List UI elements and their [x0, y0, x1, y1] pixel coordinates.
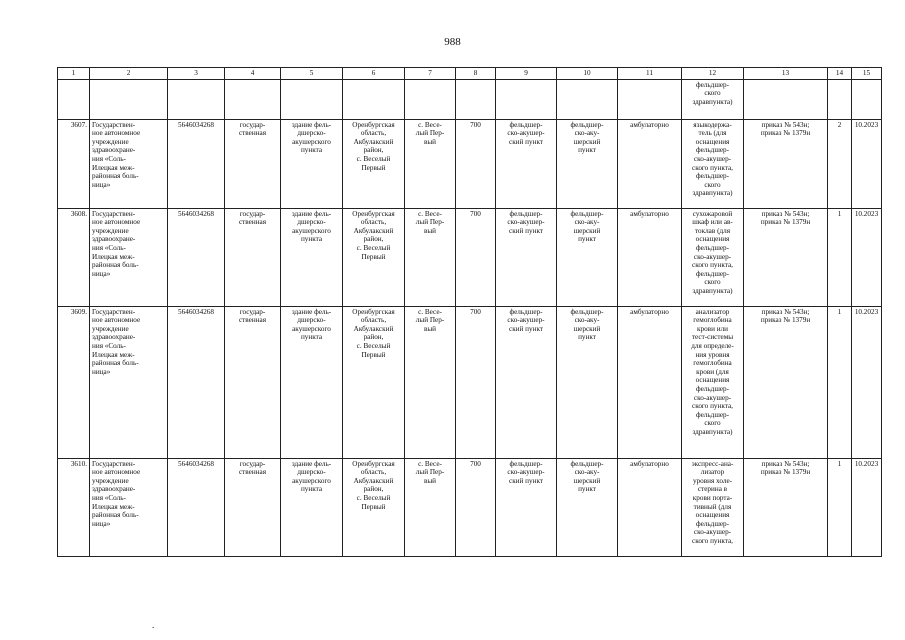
- organization-cell: Государствен- ное автономное учреждение здравоохране- ния «Соль- Илецкая меж- районная боль- ница»: [90, 458, 168, 556]
- column-header-2: 2: [90, 68, 168, 80]
- column-header-12: 12: [682, 68, 744, 80]
- quantity-cell: 1: [828, 306, 852, 458]
- column-header-9: 9: [496, 68, 557, 80]
- row-number-cell: 3607.: [58, 119, 90, 208]
- building-cell: здание фель- дшерско- акушерского пункта: [281, 119, 343, 208]
- equipment-cell: анализатор гемоглобина крови или тест-системы для определе- ния уровня гемоглобина крови (для оснащения фельдшер- ско-акушер- ского пункта, фельдшер- ского здравпункта): [682, 306, 744, 458]
- settlement-cell: с. Весе- лый Пер- вый: [405, 306, 456, 458]
- unit-cell: фельдшер- ско-аку- шерский пункт: [557, 306, 618, 458]
- column-header-4: 4: [225, 68, 281, 80]
- row-number-cell: 3609.: [58, 306, 90, 458]
- column-header-6: 6: [343, 68, 405, 80]
- order-cell: приказ № 543н; приказ № 1379н: [744, 458, 828, 556]
- population-cell: 700: [456, 306, 496, 458]
- table-row: [58, 306, 882, 458]
- care-form-cell: амбулаторно: [618, 208, 682, 306]
- column-header-15: 15: [852, 68, 882, 80]
- settlement-cell: с. Весе- лый Пер- вый: [405, 208, 456, 306]
- region-cell: Оренбургская область, Акбулакский район, с. Веселый Первый: [343, 119, 405, 208]
- column-header-5: 5: [281, 68, 343, 80]
- population-cell: 700: [456, 119, 496, 208]
- table-row: [58, 458, 882, 556]
- order-cell: приказ № 543н; приказ № 1379н: [744, 208, 828, 306]
- population-cell: 700: [456, 208, 496, 306]
- column-header-14: 14: [828, 68, 852, 80]
- column-header-11: 11: [618, 68, 682, 80]
- region-cell: Оренбургская область, Акбулакский район, с. Веселый Первый: [343, 458, 405, 556]
- care-form-cell: амбулаторно: [618, 458, 682, 556]
- order-cell: приказ № 543н; приказ № 1379н: [744, 119, 828, 208]
- row-number-cell: 3608.: [58, 208, 90, 306]
- region-cell: Оренбургская область, Акбулакский район, с. Веселый Первый: [343, 306, 405, 458]
- row-number-cell: 3610.: [58, 458, 90, 556]
- equipment-cell: экспресс-ана- лизатор уровня холе- стерина в крови порта- тивный (для оснащения фельдшер- ско-акушер- ского пункта,: [682, 458, 744, 556]
- date-cell: 10.2023: [852, 208, 882, 306]
- column-header-7: 7: [405, 68, 456, 80]
- quantity-cell: 2: [828, 119, 852, 208]
- equipment-cell: сухожаровой шкаф или ав- токлав (для оснащения фельдшер- ско-акушер- ского пункта, фельдшер- ского здравпункта): [682, 208, 744, 306]
- ownership-cell: государ- ственная: [225, 208, 281, 306]
- ownership-cell: государ- ственная: [225, 306, 281, 458]
- facility-type-cell: фельдшер- ско-акушер- ский пункт: [496, 306, 557, 458]
- order-cell: приказ № 543н; приказ № 1379н: [744, 306, 828, 458]
- inn-cell: 5646034268: [168, 119, 225, 208]
- page-number: 988: [444, 36, 461, 48]
- date-cell: 10.2023: [852, 119, 882, 208]
- column-header-3: 3: [168, 68, 225, 80]
- facility-type-cell: фельдшер- ско-акушер- ский пункт: [496, 208, 557, 306]
- ownership-cell: государ- ственная: [225, 458, 281, 556]
- header-row: [58, 68, 882, 80]
- date-cell: 10.2023: [852, 306, 882, 458]
- building-cell: здание фель- дшерско- акушерского пункта: [281, 306, 343, 458]
- unit-cell: фельдшер- ско-аку- шерский пункт: [557, 458, 618, 556]
- inn-cell: 5646034268: [168, 306, 225, 458]
- column-header-8: 8: [456, 68, 496, 80]
- inn-cell: 5646034268: [168, 458, 225, 556]
- settlement-cell: с. Весе- лый Пер- вый: [405, 119, 456, 208]
- column-header-13: 13: [744, 68, 828, 80]
- facility-type-cell: фельдшер- ско-акушер- ский пункт: [496, 119, 557, 208]
- column-header-1: 1: [58, 68, 90, 80]
- continuation-equipment-cell: фельдшер- ского здравпункта): [682, 79, 744, 119]
- organization-cell: Государствен- ное автономное учреждение здравоохране- ния «Соль- Илецкая меж- районная боль- ница»: [90, 208, 168, 306]
- table-row: [58, 119, 882, 208]
- continuation-row: [58, 79, 882, 119]
- registry-table: [57, 67, 882, 557]
- footer-mark: .: [152, 620, 155, 630]
- quantity-cell: 1: [828, 208, 852, 306]
- date-cell: 10.2023: [852, 458, 882, 556]
- ownership-cell: государ- ственная: [225, 119, 281, 208]
- unit-cell: фельдшер- ско-аку- шерский пункт: [557, 119, 618, 208]
- column-header-10: 10: [557, 68, 618, 80]
- population-cell: 700: [456, 458, 496, 556]
- region-cell: Оренбургская область, Акбулакский район, с. Веселый Первый: [343, 208, 405, 306]
- organization-cell: Государствен- ное автономное учреждение здравоохране- ния «Соль- Илецкая меж- районная боль- ница»: [90, 306, 168, 458]
- settlement-cell: с. Весе- лый Пер- вый: [405, 458, 456, 556]
- table-row: [58, 208, 882, 306]
- building-cell: здание фель- дшерско- акушерского пункта: [281, 208, 343, 306]
- unit-cell: фельдшер- ско-аку- шерский пункт: [557, 208, 618, 306]
- inn-cell: 5646034268: [168, 208, 225, 306]
- care-form-cell: амбулаторно: [618, 119, 682, 208]
- quantity-cell: 1: [828, 458, 852, 556]
- equipment-cell: языкодержа- тель (для оснащения фельдшер- ско-акушер- ского пункта, фельдшер- ского здравпункта): [682, 119, 744, 208]
- care-form-cell: амбулаторно: [618, 306, 682, 458]
- organization-cell: Государствен- ное автономное учреждение здравоохране- ния «Соль- Илецкая меж- районная боль- ница»: [90, 119, 168, 208]
- building-cell: здание фель- дшерско- акушерского пункта: [281, 458, 343, 556]
- facility-type-cell: фельдшер- ско-акушер- ский пункт: [496, 458, 557, 556]
